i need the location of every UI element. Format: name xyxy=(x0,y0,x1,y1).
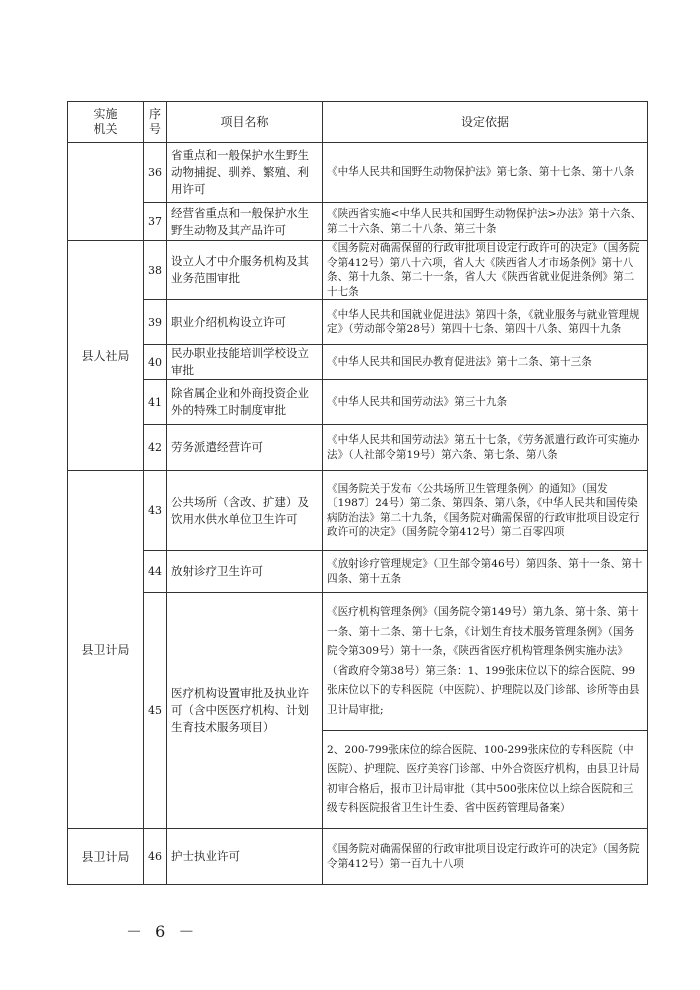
table-row xyxy=(68,425,648,471)
row-number: 43 xyxy=(144,471,167,551)
item-name: 设立人才中介服务机构及其业务范围审批 xyxy=(167,241,323,300)
legal-basis: 《放射诊疗管理规定》（卫生部令第46号）第四条、第十一条、第十四条、第十五条 xyxy=(323,551,648,593)
row-number: 39 xyxy=(144,300,167,345)
agency-cell-blank xyxy=(68,143,144,241)
row-number: 38 xyxy=(144,241,167,300)
legal-basis: 《中华人民共和国野生动物保护法》第七条、第十七条、第十八条 xyxy=(323,143,648,203)
legal-basis: 《国务院关于发布〈公共场所卫生管理条例〉的通知》（国发〔1987〕24号）第二条、第四条、第八条，《中华人民共和国传染病防治法》第二十九条，《国务院对确需保留的行政审批项目设定行政许可的决定》（国务院令第412号）第二百零四项 xyxy=(323,471,648,551)
agency-cell: 县人社局 xyxy=(68,241,144,471)
legal-basis: 《国务院对确需保留的行政审批项目设定行政许可的决定》（国务院令第412号）第八十六项，省人大《陕西省人才市场条例》第十八条、第十九条、第二十一条，省人大《陕西省就业促进条例》第二十七条 xyxy=(323,241,648,300)
item-name: 公共场所（含改、扩建）及饮用水供水单位卫生许可 xyxy=(167,471,323,551)
table-header-row xyxy=(68,102,648,143)
table-row xyxy=(68,241,648,300)
agency-cell: 县卫计局 xyxy=(68,829,144,885)
item-name: 医疗机构设置审批及执业许可（含中医医疗机构、计划生育技术服务项目） xyxy=(167,593,323,829)
row-number: 42 xyxy=(144,425,167,471)
legal-basis-continued: 2、200-799张床位的综合医院、100-299张床位的专科医院（中医院）、护理院、医疗美容门诊部、中外合资医疗机构，由县卫计局初审合格后，报市卫计局审批（其中500张床位以上综合医院和三级专科医院报省卫生计生委、省中医药管理局备案） xyxy=(323,731,648,829)
table-row xyxy=(68,551,648,593)
row-number: 41 xyxy=(144,380,167,425)
table-row xyxy=(68,203,648,241)
row-number: 44 xyxy=(144,551,167,593)
header-no: 序 号 xyxy=(144,102,167,143)
table-row xyxy=(68,300,648,345)
table-row xyxy=(68,380,648,425)
row-number: 37 xyxy=(144,203,167,241)
legal-basis: 《中华人民共和国劳动法》第五十七条，《劳务派遣行政许可实施办法》（人社部令第19号）第六条、第七条、第八条 xyxy=(323,425,648,471)
row-number: 46 xyxy=(144,829,167,885)
table-row xyxy=(68,345,648,380)
header-basis: 设定依据 xyxy=(323,102,648,143)
legal-basis: 《中华人民共和国民办教育促进法》第十二条、第十三条 xyxy=(323,345,648,380)
header-name: 项目名称 xyxy=(167,102,323,143)
legal-basis: 《国务院对确需保留的行政审批项目设定行政许可的决定》（国务院令第412号）第一百九十八项 xyxy=(323,829,648,885)
item-name: 劳务派遣经营许可 xyxy=(167,425,323,471)
item-name: 护士执业许可 xyxy=(167,829,323,885)
table-row xyxy=(68,593,648,731)
permit-table xyxy=(67,101,648,885)
header-agency: 实施 机关 xyxy=(68,102,144,143)
item-name: 经营省重点和一般保护水生野生动物及其产品许可 xyxy=(167,203,323,241)
page-number: － 6 － xyxy=(126,922,199,941)
legal-basis: 《中华人民共和国劳动法》第三十九条 xyxy=(323,380,648,425)
legal-basis: 《医疗机构管理条例》（国务院令第149号）第九条、第十条、第十一条、第十二条、第十七条，《计划生育技术服务管理条例》（国务院令第309号）第十一条，《陕西省医疗机构管理条例实施办法》（省政府令第38号）第三条：1、199张床位以下的综合医院、99张床位以下的专科医院（中医院）、护理院以及门诊部、诊所等由县卫计局审批; xyxy=(323,593,648,731)
table-row xyxy=(68,471,648,551)
table-row xyxy=(68,829,648,885)
row-number: 40 xyxy=(144,345,167,380)
row-number: 45 xyxy=(144,593,167,829)
item-name: 省重点和一般保护水生野生动物捕捉、驯养、繁殖、利用许可 xyxy=(167,143,323,203)
table-row xyxy=(68,143,648,203)
item-name: 除省属企业和外商投资企业外的特殊工时制度审批 xyxy=(167,380,323,425)
legal-basis: 《中华人民共和国就业促进法》第四十条，《就业服务与就业管理规定》（劳动部令第28号）第四十七条、第四十八条、第四十九条 xyxy=(323,300,648,345)
row-number: 36 xyxy=(144,143,167,203)
legal-basis: 《陕西省实施<中华人民共和国野生动物保护法>办法》第十六条、第二十六条、第二十八条、第三十条 xyxy=(323,203,648,241)
item-name: 职业介绍机构设立许可 xyxy=(167,300,323,345)
agency-cell: 县卫计局 xyxy=(68,471,144,829)
item-name: 民办职业技能培训学校设立审批 xyxy=(167,345,323,380)
item-name: 放射诊疗卫生许可 xyxy=(167,551,323,593)
